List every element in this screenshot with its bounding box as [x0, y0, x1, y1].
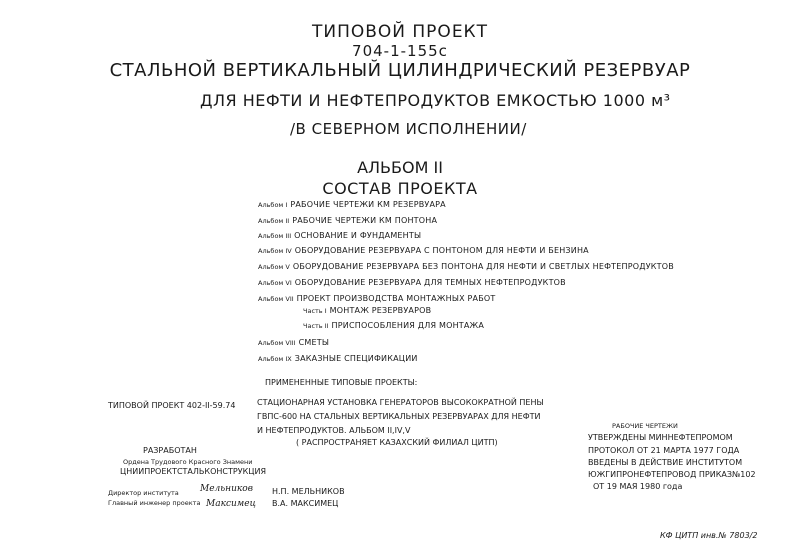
album-text: ЗАКАЗНЫЕ СПЕЦИФИКАЦИИ: [294, 354, 418, 363]
developer-heading: РАЗРАБОТАН: [143, 446, 197, 455]
list-item: [303, 321, 484, 330]
album-label: Альбом VII: [258, 295, 294, 303]
approval-line2: УТВЕРЖДЕНЫ МИННЕФТЕПРОМОМ: [588, 433, 733, 442]
album-text: ОБОРУДОВАНИЕ РЕЗЕРВУАРА БЕЗ ПОНТОНА ДЛЯ НЕФТИ И СВЕТЛЫХ НЕФТЕПРОДУКТОВ: [292, 262, 674, 271]
list-item: [258, 294, 496, 303]
album-text: СМЕТЫ: [298, 338, 330, 347]
part-text: МОНТАЖ РЕЗЕРВУАРОВ: [329, 306, 432, 315]
list-item: [258, 200, 446, 209]
approval-line1: РАБОЧИЕ ЧЕРТЕЖИ: [612, 422, 678, 430]
director-signature: Мельников: [200, 484, 253, 494]
list-item: [258, 338, 329, 347]
approval-line4: ВВЕДЕНЫ В ДЕЙСТВИЕ ИНСТИТУТОМ: [588, 458, 743, 467]
album-text: ОБОРУДОВАНИЕ РЕЗЕРВУАРА ДЛЯ ТЕМНЫХ НЕФТЕПРОДУКТОВ: [294, 278, 566, 287]
project-type-title: ТИПОВОЙ ПРОЕКТ: [311, 22, 489, 42]
album-label: Альбом VIII: [258, 339, 296, 347]
approval-line6: ОТ 19 МАЯ 1980 года: [593, 482, 683, 491]
composition-title: СОСТАВ ПРОЕКТА: [322, 179, 478, 198]
project-name-line2: ДЛЯ НЕФТИ И НЕФТЕПРОДУКТОВ ЕМКОСТЬЮ 1000 м³: [200, 91, 671, 110]
director-name: Н.П. МЕЛЬНИКОВ: [272, 487, 345, 496]
inventory-stamp: КФ ЦИТП инв.№ 7803/2: [660, 531, 758, 540]
list-item: [258, 231, 421, 240]
list-item: [258, 246, 589, 255]
project-name-line3: /В СЕВЕРНОМ ИСПОЛНЕНИИ/: [290, 120, 527, 138]
applied-desc-line3: И НЕФТЕПРОДУКТОВ. АЛЬБОМ II,IV,V: [257, 426, 411, 435]
album-title: АЛЬБОМ II: [357, 158, 443, 177]
album-label: Альбом IV: [258, 247, 292, 255]
list-item: [258, 354, 418, 363]
part-text: ПРИСПОСОБЛЕНИЯ ДЛЯ МОНТАЖА: [331, 321, 485, 330]
list-item: [258, 262, 674, 271]
list-item: [303, 306, 431, 315]
applied-desc-line1: СТАЦИОНАРНАЯ УСТАНОВКА ГЕНЕРАТОРОВ ВЫСОКОКРАТНОЙ ПЕНЫ: [257, 398, 544, 407]
part-label: Часть I: [303, 307, 327, 315]
approval-line3: ПРОТОКОЛ ОТ 21 МАРТА 1977 ГОДА: [588, 446, 740, 455]
album-text: ОБОРУДОВАНИЕ РЕЗЕРВУАРА С ПОНТОНОМ ДЛЯ НЕФТИ И БЕНЗИНА: [294, 246, 589, 255]
album-text: ОСНОВАНИЕ И ФУНДАМЕНТЫ: [294, 231, 422, 240]
applied-desc-line2: ГВПС-600 НА СТАЛЬНЫХ ВЕРТИКАЛЬНЫХ РЕЗЕРВУАРАХ ДЛЯ НЕФТИ: [257, 412, 541, 421]
part-label: Часть II: [303, 322, 329, 330]
approval-line5: ЮЖГИПРОНЕФТЕПРОВОД ПРИКАЗ№102: [588, 470, 756, 479]
applied-heading: ПРИМЕНЕННЫЕ ТИПОВЫЕ ПРОЕКТЫ:: [265, 378, 418, 387]
album-label: Альбом I: [258, 201, 288, 209]
album-label: Альбом V: [258, 263, 290, 271]
chief-engineer-signature: Максимец: [206, 499, 256, 509]
developer-org: ЦНИИПРОЕКТСТАЛЬКОНСТРУКЦИЯ: [120, 467, 266, 476]
project-number: 704-1-155с: [352, 42, 448, 60]
list-item: [258, 216, 437, 225]
chief-engineer-role: Главный инженер проекта: [108, 499, 201, 507]
album-label: Альбом IX: [258, 355, 292, 363]
album-text: РАБОЧИЕ ЧЕРТЕЖИ КМ РЕЗЕРВУАРА: [290, 200, 446, 209]
album-label: Альбом VI: [258, 279, 292, 287]
applied-project-ref: ТИПОВОЙ ПРОЕКТ 402-II-59.74: [108, 401, 236, 410]
director-role: Директор института: [108, 489, 179, 497]
chief-engineer-name: В.А. МАКСИМЕЦ: [272, 499, 339, 508]
album-text: РАБОЧИЕ ЧЕРТЕЖИ КМ ПОНТОНА: [292, 216, 438, 225]
album-text: ПРОЕКТ ПРОИЗВОДСТВА МОНТАЖНЫХ РАБОТ: [296, 294, 496, 303]
applied-desc-line4: ( РАСПРОСТРАНЯЕТ КАЗАХСКИЙ ФИЛИАЛ ЦИТП): [296, 438, 498, 447]
album-label: Альбом II: [258, 217, 290, 225]
developer-order-line1: Ордена Трудового Красного Знамени: [123, 458, 253, 466]
album-label: Альбом III: [258, 232, 292, 240]
list-item: [258, 278, 566, 287]
project-name-line1: СТАЛЬНОЙ ВЕРТИКАЛЬНЫЙ ЦИЛИНДРИЧЕСКИЙ РЕЗЕРВУАР: [109, 60, 691, 81]
